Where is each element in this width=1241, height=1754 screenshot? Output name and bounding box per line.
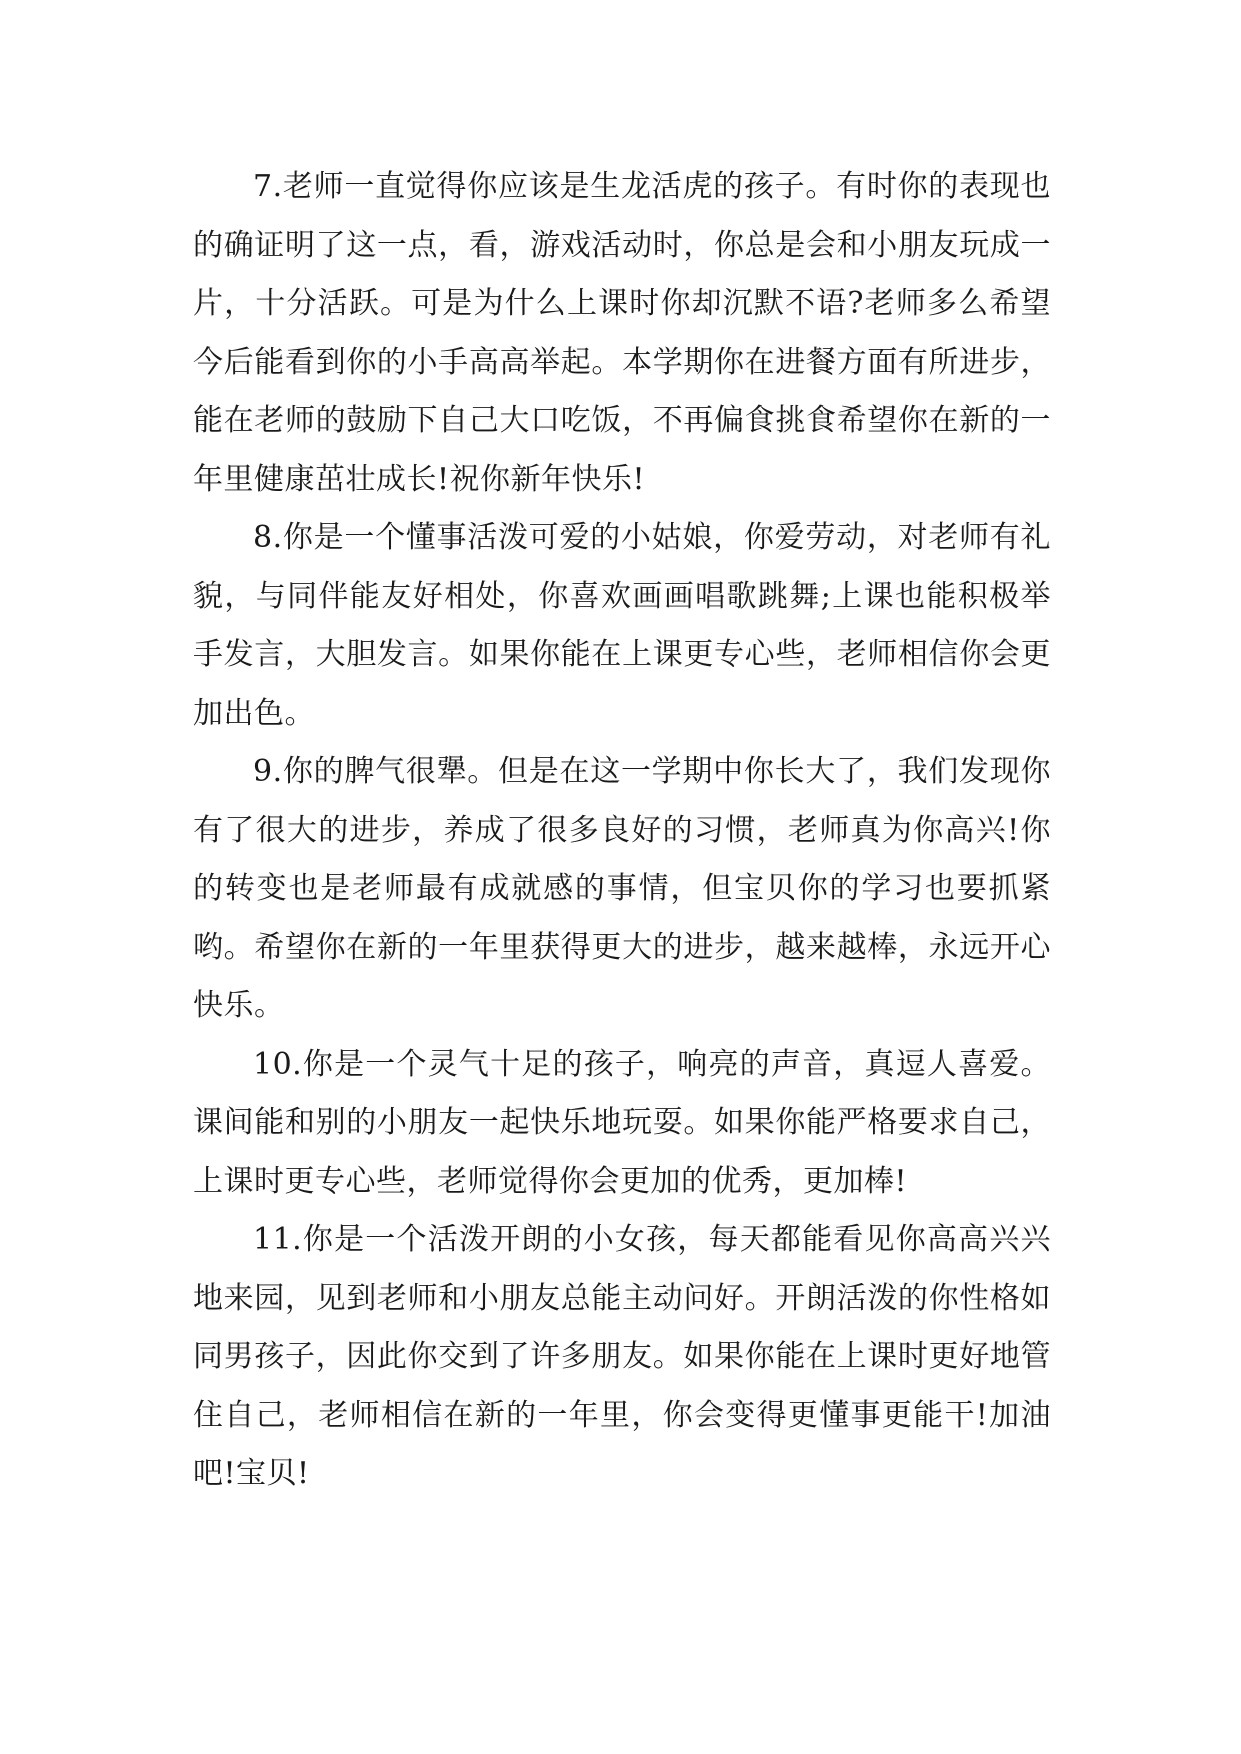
comment-paragraph-9: 9.你的脾气很犟。但是在这一学期中你长大了，我们发现你有了很大的进步，养成了很多良好的习惯，老师真为你高兴!你的转变也是老师最有成就感的事情，但宝贝你的学习也要抓紧哟。希望你在新的一年里获得更大的进步，越来越棒，永远开心快乐。 [193,754,1051,1023]
document-body [193,158,1051,1504]
comment-paragraph-7: 7.老师一直觉得你应该是生龙活虎的孩子。有时你的表现也的确证明了这一点，看，游戏活动时，你总是会和小朋友玩成一片，十分活跃。可是为什么上课时你却沉默不语?老师多么希望今后能看到你的小手高高举起。本学期你在进餐方面有所进步，能在老师的鼓励下自己大口吃饭，不再偏食挑食希望你在新的一年里健康茁壮成长!祝你新年快乐! [193,169,1051,497]
comment-paragraph-8: 8.你是一个懂事活泼可爱的小姑娘，你爱劳动，对老师有礼貌，与同伴能友好相处，你喜欢画画唱歌跳舞;上课也能积极举手发言，大胆发言。如果你能在上课更专心些，老师相信你会更加出色。 [193,520,1051,731]
comment-paragraph-10: 10.你是一个灵气十足的孩子，响亮的声音，真逗人喜爱。课间能和别的小朋友一起快乐地玩耍。如果你能严格要求自己，上课时更专心些，老师觉得你会更加的优秀，更加棒! [193,1046,1051,1199]
comment-paragraph-11: 11.你是一个活泼开朗的小女孩，每天都能看见你高高兴兴地来园，见到老师和小朋友总能主动问好。开朗活泼的你性格如同男孩子，因此你交到了许多朋友。如果你能在上课时更好地管住自己，老师相信在新的一年里，你会变得更懂事更能干!加油吧!宝贝! [193,1222,1051,1491]
